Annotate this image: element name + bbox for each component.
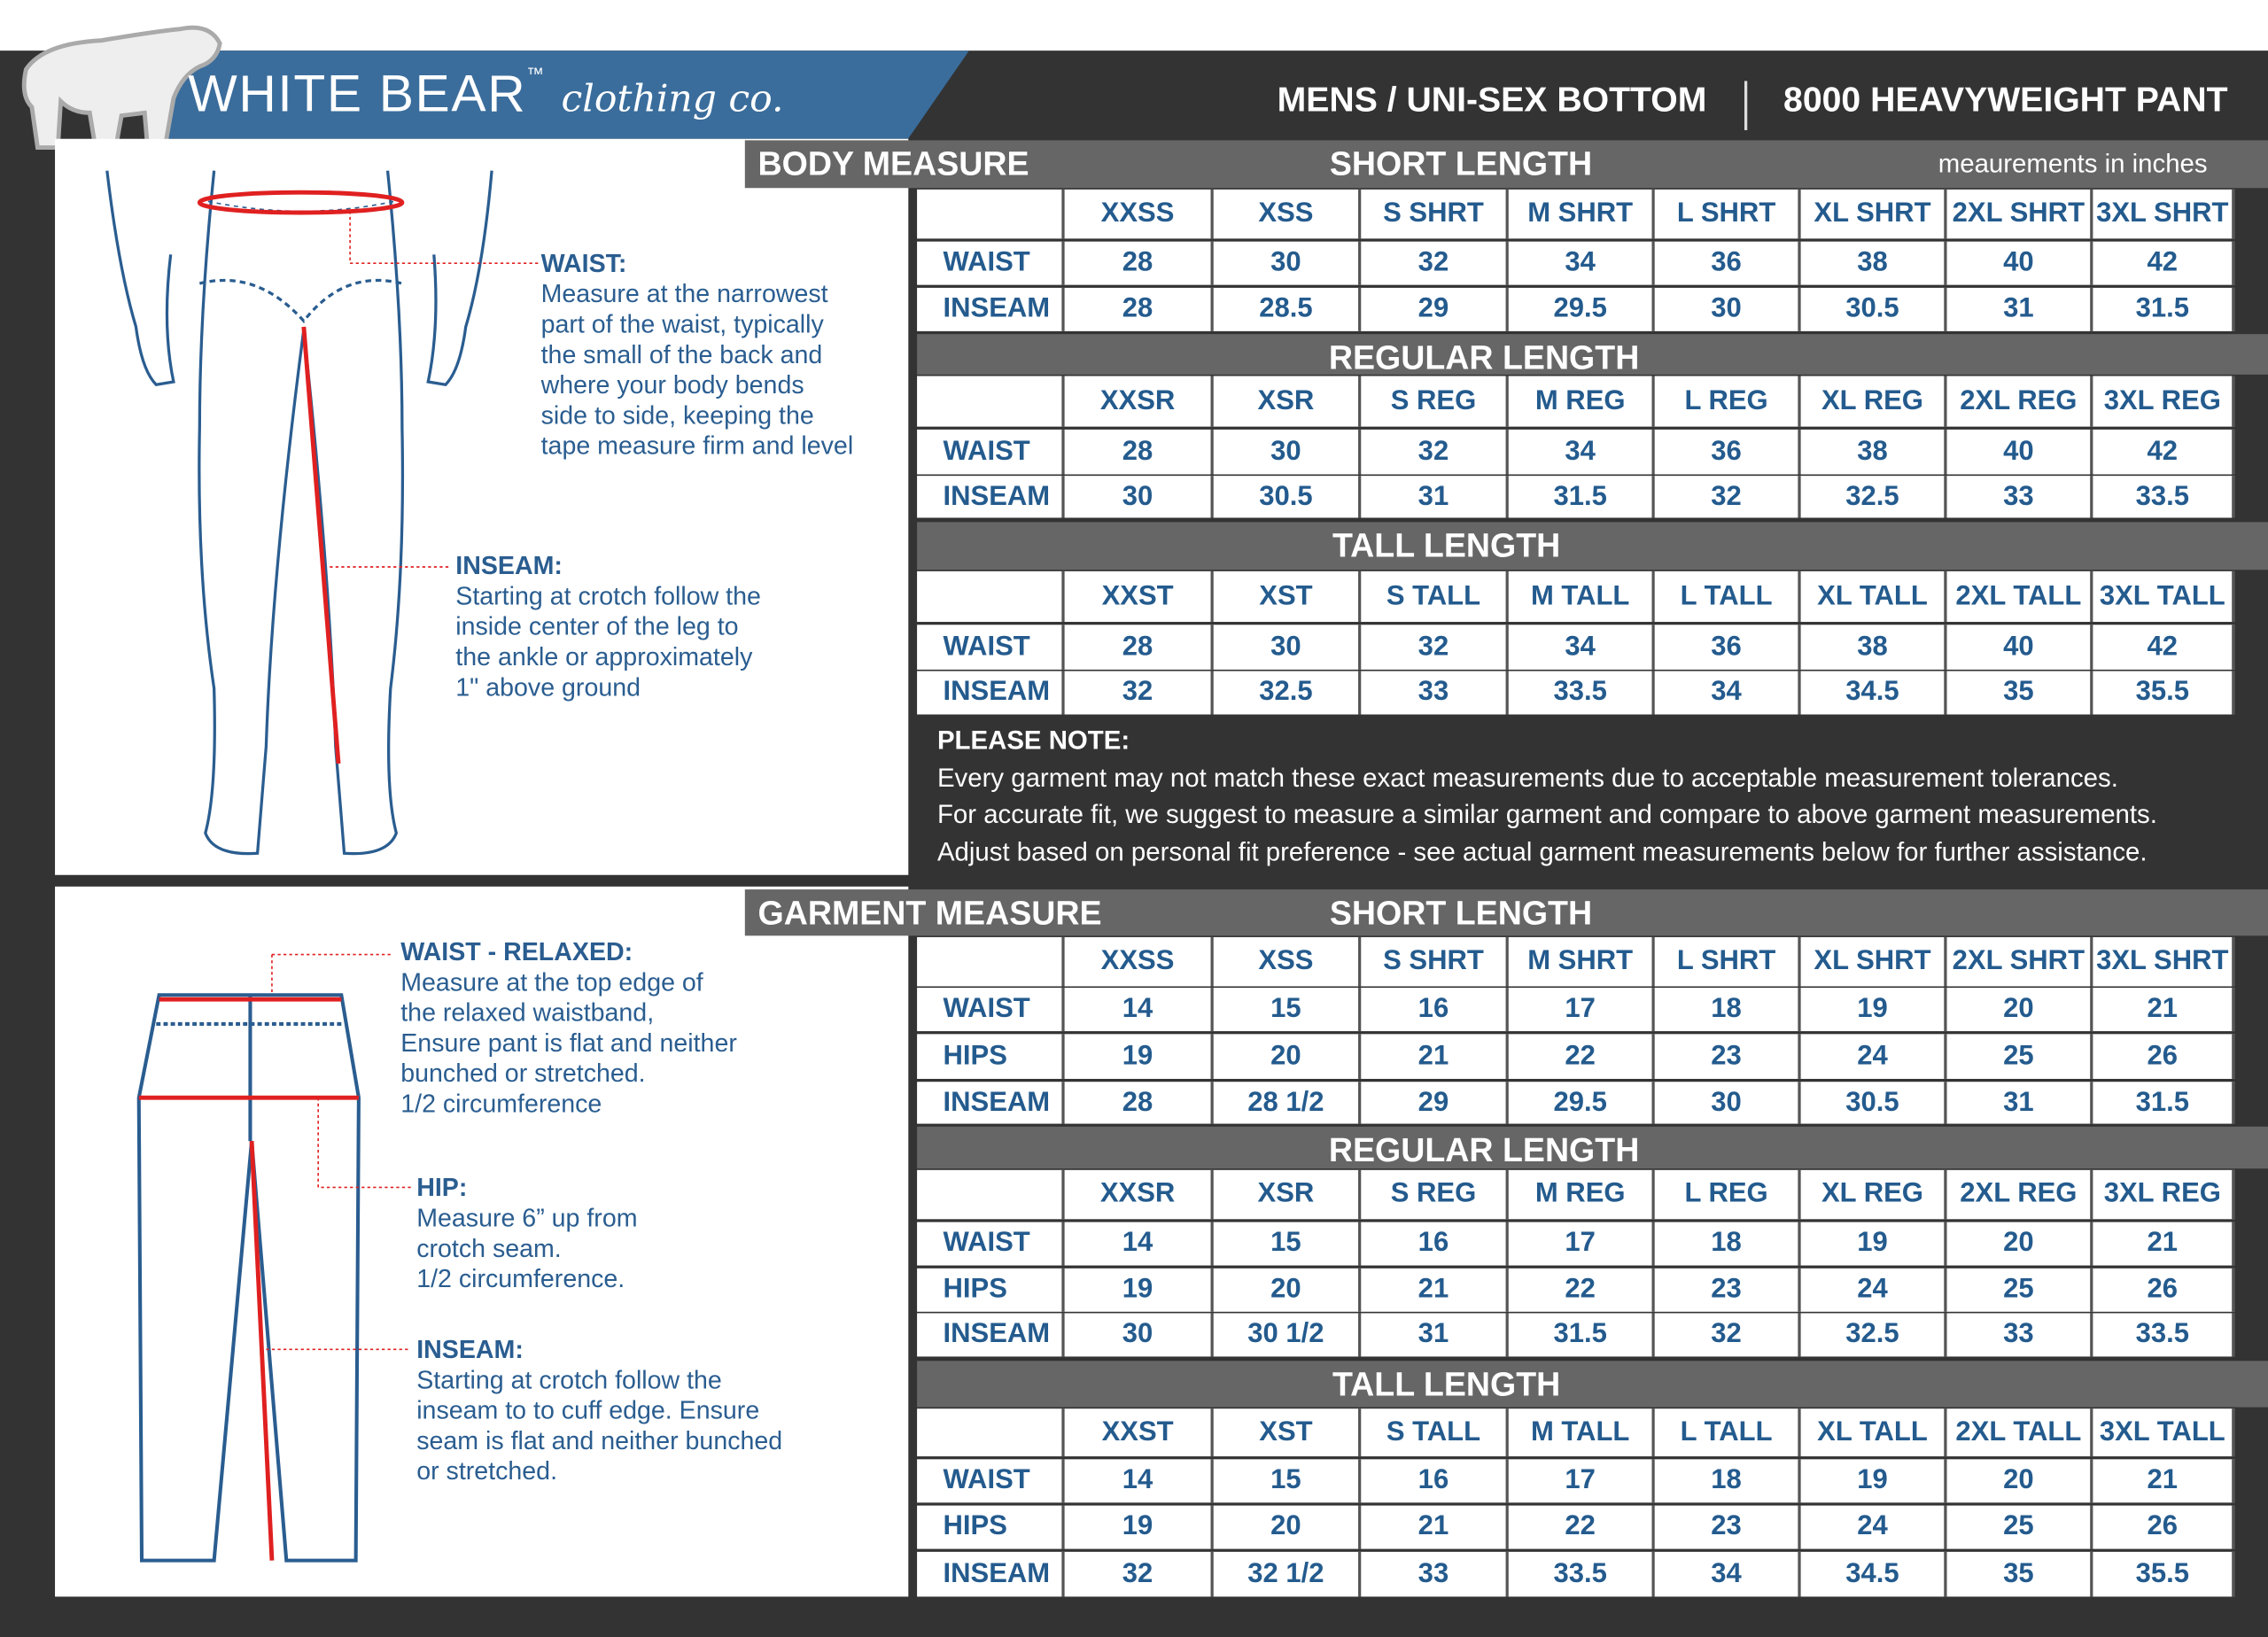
text-line: 1/2 circumference. <box>416 1263 625 1293</box>
table-cell: 34 <box>1655 1552 1801 1597</box>
corner-cell <box>917 571 1065 622</box>
row-label: WAIST <box>917 430 1065 475</box>
table-cell: 2XL REG <box>1947 1170 2093 1220</box>
brand-logo: WHITE BEAR™ clothing co. <box>188 63 784 123</box>
table-cell: 32.5 <box>1801 476 1947 517</box>
table-cell: 30.5 <box>1214 476 1362 517</box>
garment-waist-instructions <box>400 937 737 1120</box>
table-cell: M TALL <box>1509 571 1655 622</box>
table-cell: 26 <box>2093 1506 2234 1549</box>
table-cell: 32 <box>1655 1313 1801 1356</box>
table-cell: 32 <box>1361 242 1509 285</box>
table-cell: S REG <box>1361 376 1509 426</box>
table-cell: 17 <box>1509 988 1655 1031</box>
section-title: TALL LENGTH <box>1332 1365 1561 1403</box>
table-cell: L SHRT <box>1655 937 1801 987</box>
table-cell: 26 <box>2093 1268 2234 1312</box>
table-cell: 3XL TALL <box>2093 1408 2234 1456</box>
table-cell: 24 <box>1801 1506 1947 1549</box>
text-line: crotch seam. <box>416 1233 562 1263</box>
table-cell: 29 <box>1361 1082 1509 1123</box>
table-cell: 19 <box>1065 1034 1214 1079</box>
table-cell: 28.5 <box>1214 288 1362 331</box>
table-cell: 3XL SHRT <box>2093 937 2234 987</box>
table-cell: 20 <box>1214 1268 1362 1312</box>
text-line: For accurate fit, we suggest to measure a similar garment and compare to above garment measurements. <box>936 799 2157 829</box>
table-cell: XXST <box>1065 571 1214 622</box>
text-line: where your body bends <box>540 369 804 400</box>
text-line: side to side, keeping the <box>540 400 814 430</box>
table-cell: 17 <box>1509 1222 1655 1266</box>
section-title: REGULAR LENGTH <box>1328 338 1640 376</box>
table-cell: 16 <box>1361 1459 1509 1502</box>
table-cell: 40 <box>1947 430 2093 475</box>
table-cell: 22 <box>1509 1034 1655 1079</box>
table-cell: 28 <box>1065 242 1214 285</box>
section-heading: GARMENT MEASURE <box>757 893 1102 932</box>
table-cell: 22 <box>1509 1506 1655 1549</box>
table-cell: XSR <box>1214 1170 1362 1220</box>
table-cell: M SHRT <box>1509 190 1655 239</box>
table-cell: 23 <box>1655 1268 1801 1312</box>
table-cell: 31.5 <box>2093 1082 2234 1123</box>
table-row <box>917 476 2234 517</box>
table-cell: 32 <box>1361 430 1509 475</box>
hip-instructions <box>416 1173 637 1294</box>
row-label: INSEAM <box>917 288 1065 331</box>
size-header-row <box>917 376 2234 426</box>
table-cell: 19 <box>1065 1268 1214 1312</box>
table-row <box>917 671 2234 715</box>
table-cell: 2XL TALL <box>1947 1408 2093 1456</box>
table-cell: 20 <box>1947 1459 2093 1502</box>
table-cell: XXSR <box>1065 376 1214 426</box>
table-cell: 30 <box>1655 288 1801 331</box>
table-cell: 18 <box>1655 1459 1801 1502</box>
table-cell: 34 <box>1509 625 1655 670</box>
waist-heading: WAIST: <box>540 248 627 278</box>
table-cell: XSS <box>1214 937 1362 987</box>
table-cell: XST <box>1214 1408 1362 1456</box>
text-line: Ensure pant is flat and neither <box>400 1028 737 1058</box>
table-cell: 25 <box>1947 1034 2093 1079</box>
corner-cell <box>917 937 1065 987</box>
table-cell: 31 <box>1947 288 2093 331</box>
table-cell: 21 <box>1361 1268 1509 1312</box>
table-cell: 40 <box>1947 242 2093 285</box>
table-cell: 31 <box>1361 1313 1509 1356</box>
row-label: HIPS <box>917 1506 1065 1549</box>
table-cell: 33.5 <box>1509 671 1655 715</box>
table-cell: 14 <box>1065 1459 1214 1502</box>
table-cell: 35.5 <box>2093 1552 2234 1597</box>
table-cell: 31 <box>1361 476 1509 517</box>
text-line: inside center of the leg to <box>455 611 739 641</box>
table-row <box>917 988 2234 1031</box>
table-row <box>917 1222 2234 1266</box>
table-cell: 16 <box>1361 988 1509 1031</box>
table-cell: XXST <box>1065 1408 1214 1456</box>
table-cell: 20 <box>1947 988 2093 1031</box>
text-line: Measure 6” up from <box>416 1203 638 1233</box>
table-row <box>917 1506 2234 1549</box>
text-line: 1" above ground <box>455 672 641 702</box>
section-bar <box>917 522 2268 570</box>
size-header-row <box>917 190 2234 239</box>
table-cell: 16 <box>1361 1222 1509 1266</box>
text-line: inseam to to cuff edge. Ensure <box>416 1395 760 1425</box>
table-row <box>917 1552 2234 1597</box>
table-cell: 19 <box>1065 1506 1214 1549</box>
row-label: WAIST <box>917 1459 1065 1502</box>
table-cell: XL SHRT <box>1801 937 1947 987</box>
table-cell: 42 <box>2093 430 2234 475</box>
table-cell: 19 <box>1801 988 1947 1031</box>
table-row <box>917 1459 2234 1502</box>
table-cell: 2XL TALL <box>1947 571 2093 622</box>
table-cell: S TALL <box>1361 1408 1509 1456</box>
table-cell: 31.5 <box>1509 476 1655 517</box>
table-cell: 31.5 <box>1509 1313 1655 1356</box>
row-label: WAIST <box>917 242 1065 285</box>
section-title: TALL LENGTH <box>1332 526 1561 564</box>
please-note <box>937 723 2157 871</box>
text-line: seam is flat and neither bunched <box>416 1425 783 1455</box>
table-row <box>917 430 2234 475</box>
note-heading: PLEASE NOTE: <box>936 725 1130 756</box>
table-cell: 34.5 <box>1801 1552 1947 1597</box>
text-line: Starting at crotch follow the <box>455 581 761 610</box>
row-label: INSEAM <box>917 671 1065 715</box>
table-cell: S SHRT <box>1361 937 1509 987</box>
size-header-row <box>917 1408 2234 1456</box>
table-cell: 38 <box>1801 430 1947 475</box>
size-header-row <box>917 937 2234 987</box>
garment-waist-heading: WAIST - RELAXED: <box>400 936 633 966</box>
row-label: INSEAM <box>917 1313 1065 1356</box>
table-cell: XL TALL <box>1801 1408 1947 1456</box>
text-line: bunched or stretched. <box>400 1059 646 1088</box>
table-cell: 34.5 <box>1801 671 1947 715</box>
table-cell: 30 <box>1214 430 1362 475</box>
table-cell: 35 <box>1947 671 2093 715</box>
table-cell: S REG <box>1361 1170 1509 1220</box>
section-title: REGULAR LENGTH <box>1328 1130 1640 1169</box>
row-label: WAIST <box>917 988 1065 1031</box>
inseam-instructions <box>455 551 761 702</box>
text-line: Starting at crotch follow the <box>416 1365 722 1394</box>
table-cell: 34 <box>1655 671 1801 715</box>
garment-inseam-heading: INSEAM: <box>416 1334 524 1364</box>
section-bar <box>917 334 2268 375</box>
table-cell: 30 <box>1065 476 1214 517</box>
text-line: Measure at the narrowest <box>540 279 828 308</box>
text-line: the ankle or approximately <box>455 641 753 671</box>
table-cell: 2XL SHRT <box>1947 190 2093 239</box>
section-title: SHORT LENGTH <box>1329 893 1593 932</box>
table-cell: 33.5 <box>1509 1552 1655 1597</box>
table-row <box>917 288 2234 331</box>
table-cell: 14 <box>1065 1222 1214 1266</box>
section-bar <box>917 1127 2268 1168</box>
section-bar <box>745 889 2268 935</box>
row-label: INSEAM <box>917 476 1065 517</box>
row-label: WAIST <box>917 625 1065 670</box>
table-cell: 30.5 <box>1801 288 1947 331</box>
table-cell: XL TALL <box>1801 571 1947 622</box>
section-title: SHORT LENGTH <box>1329 144 1593 182</box>
table-cell: 21 <box>1361 1034 1509 1079</box>
table-cell: 2XL SHRT <box>1947 937 2093 987</box>
table-cell: 18 <box>1655 1222 1801 1266</box>
table-cell: 30 <box>1214 625 1362 670</box>
table-cell: 31.5 <box>2093 288 2234 331</box>
table-cell: 35.5 <box>2093 671 2234 715</box>
table-cell: 15 <box>1214 988 1362 1031</box>
table-cell: 29.5 <box>1509 1082 1655 1123</box>
table-cell: XXSR <box>1065 1170 1214 1220</box>
table-cell: 32 1/2 <box>1214 1552 1362 1597</box>
table-row <box>917 1034 2234 1079</box>
table-cell: 24 <box>1801 1034 1947 1079</box>
header-divider <box>1744 81 1747 130</box>
corner-cell <box>917 1408 1065 1456</box>
table-cell: 28 <box>1065 1082 1214 1123</box>
table-cell: L REG <box>1655 1170 1801 1220</box>
corner-cell <box>917 376 1065 426</box>
table-cell: 33 <box>1361 1552 1509 1597</box>
table-cell: 2XL REG <box>1947 376 2093 426</box>
table-cell: L SHRT <box>1655 190 1801 239</box>
table-cell: 20 <box>1214 1034 1362 1079</box>
table-cell: 3XL REG <box>2093 376 2234 426</box>
table-cell: 15 <box>1214 1222 1362 1266</box>
table-cell: 34 <box>1509 242 1655 285</box>
text-line: the small of the back and <box>540 339 823 369</box>
table-cell: 32 <box>1361 625 1509 670</box>
table-cell: 38 <box>1801 625 1947 670</box>
table-cell: 32 <box>1065 671 1214 715</box>
text-line: or stretched. <box>416 1456 558 1486</box>
table-cell: 3XL SHRT <box>2093 190 2234 239</box>
table-cell: 42 <box>2093 242 2234 285</box>
table-cell: 32 <box>1065 1552 1214 1597</box>
table-cell: 30 <box>1214 242 1362 285</box>
table-cell: 36 <box>1655 430 1801 475</box>
hip-heading: HIP: <box>416 1173 468 1202</box>
product-title: 8000 HEAVYWEIGHT PANT <box>1783 81 2228 120</box>
table-cell: 23 <box>1655 1034 1801 1079</box>
corner-cell <box>917 190 1065 239</box>
section-heading: BODY MEASURE <box>757 144 1029 182</box>
table-cell: 42 <box>2093 625 2234 670</box>
size-header-row <box>917 571 2234 622</box>
table-cell: 28 <box>1065 625 1214 670</box>
garment-inseam-instructions <box>416 1335 782 1486</box>
table-row <box>917 1082 2234 1123</box>
text-line: Measure at the top edge of <box>400 967 703 997</box>
table-cell: 21 <box>2093 988 2234 1031</box>
table-row <box>917 1268 2234 1312</box>
table-cell: 25 <box>1947 1506 2093 1549</box>
table-cell: 15 <box>1214 1459 1362 1502</box>
text-line: 1/2 circumference <box>400 1089 602 1119</box>
section-bar <box>917 1361 2268 1407</box>
table-cell: 20 <box>1214 1506 1362 1549</box>
table-cell: 17 <box>1509 1459 1655 1502</box>
table-cell: 29.5 <box>1509 288 1655 331</box>
table-cell: 24 <box>1801 1268 1947 1312</box>
table-row <box>917 1313 2234 1356</box>
table-cell: 26 <box>2093 1034 2234 1079</box>
table-row <box>917 625 2234 670</box>
row-label: HIPS <box>917 1034 1065 1079</box>
table-cell: L REG <box>1655 376 1801 426</box>
table-cell: M TALL <box>1509 1408 1655 1456</box>
table-cell: 30.5 <box>1801 1082 1947 1123</box>
table-cell: XSS <box>1214 190 1362 239</box>
table-cell: XL REG <box>1801 376 1947 426</box>
table-cell: 31 <box>1947 1082 2093 1123</box>
table-cell: 36 <box>1655 625 1801 670</box>
table-cell: 30 1/2 <box>1214 1313 1362 1356</box>
units-note: meaurements in inches <box>1938 149 2208 178</box>
table-cell: S SHRT <box>1361 190 1509 239</box>
table-cell: 30 <box>1655 1082 1801 1123</box>
table-cell: 40 <box>1947 625 2093 670</box>
table-cell: 18 <box>1655 988 1801 1031</box>
table-cell: 33 <box>1947 1313 2093 1356</box>
table-cell: 3XL REG <box>2093 1170 2234 1220</box>
corner-cell <box>917 1170 1065 1220</box>
table-cell: 32.5 <box>1801 1313 1947 1356</box>
table-cell: 32 <box>1655 476 1801 517</box>
table-cell: XST <box>1214 571 1362 622</box>
table-cell: XL REG <box>1801 1170 1947 1220</box>
table-cell: S TALL <box>1361 571 1509 622</box>
table-cell: 33.5 <box>2093 476 2234 517</box>
table-cell: 28 1/2 <box>1214 1082 1362 1123</box>
table-cell: 21 <box>2093 1222 2234 1266</box>
row-label: INSEAM <box>917 1082 1065 1123</box>
table-cell: 33.5 <box>2093 1313 2234 1356</box>
text-line: tape measure firm and level <box>540 431 854 461</box>
table-cell: M SHRT <box>1509 937 1655 987</box>
table-cell: 30 <box>1065 1313 1214 1356</box>
table-cell: 28 <box>1065 288 1214 331</box>
inseam-heading: INSEAM: <box>455 551 563 580</box>
top-margin <box>0 0 2268 50</box>
table-cell: L TALL <box>1655 571 1801 622</box>
table-cell: 36 <box>1655 242 1801 285</box>
table-cell: 21 <box>2093 1459 2234 1502</box>
table-cell: M REG <box>1509 1170 1655 1220</box>
table-row <box>917 242 2234 285</box>
table-cell: 21 <box>1361 1506 1509 1549</box>
table-cell: 3XL TALL <box>2093 571 2234 622</box>
table-cell: XL SHRT <box>1801 190 1947 239</box>
category-title: MENS / UNI-SEX BOTTOM <box>1277 81 1707 120</box>
table-cell: 25 <box>1947 1268 2093 1312</box>
table-cell: 14 <box>1065 988 1214 1031</box>
row-label: WAIST <box>917 1222 1065 1266</box>
table-cell: L TALL <box>1655 1408 1801 1456</box>
table-cell: 28 <box>1065 430 1214 475</box>
table-cell: 22 <box>1509 1268 1655 1312</box>
table-cell: 20 <box>1947 1222 2093 1266</box>
table-cell: 34 <box>1509 430 1655 475</box>
row-label: INSEAM <box>917 1552 1065 1597</box>
waist-instructions <box>541 249 854 462</box>
table-cell: XSR <box>1214 376 1362 426</box>
text-line: Adjust based on personal fit preference - see actual garment measurements below for further assistance. <box>936 836 2148 866</box>
garment-measure-panel <box>55 887 908 1597</box>
size-header-row <box>917 1170 2234 1220</box>
row-label: HIPS <box>917 1268 1065 1312</box>
text-line: the relaxed waistband, <box>400 997 655 1028</box>
text-line: Every garment may not match these exact measurements due to acceptable measurement tolerances. <box>936 763 2118 792</box>
table-cell: 19 <box>1801 1459 1947 1502</box>
text-line: part of the waist, typically <box>540 309 824 339</box>
table-cell: XXSS <box>1065 937 1214 987</box>
table-cell: 19 <box>1801 1222 1947 1266</box>
body-measure-panel <box>55 139 908 875</box>
table-cell: 38 <box>1801 242 1947 285</box>
table-cell: 32.5 <box>1214 671 1362 715</box>
table-cell: 23 <box>1655 1506 1801 1549</box>
table-cell: XXSS <box>1065 190 1214 239</box>
section-bar <box>745 140 2268 188</box>
table-cell: M REG <box>1509 376 1655 426</box>
table-cell: 33 <box>1947 476 2093 517</box>
table-cell: 29 <box>1361 288 1509 331</box>
table-cell: 33 <box>1361 671 1509 715</box>
table-cell: 35 <box>1947 1552 2093 1597</box>
